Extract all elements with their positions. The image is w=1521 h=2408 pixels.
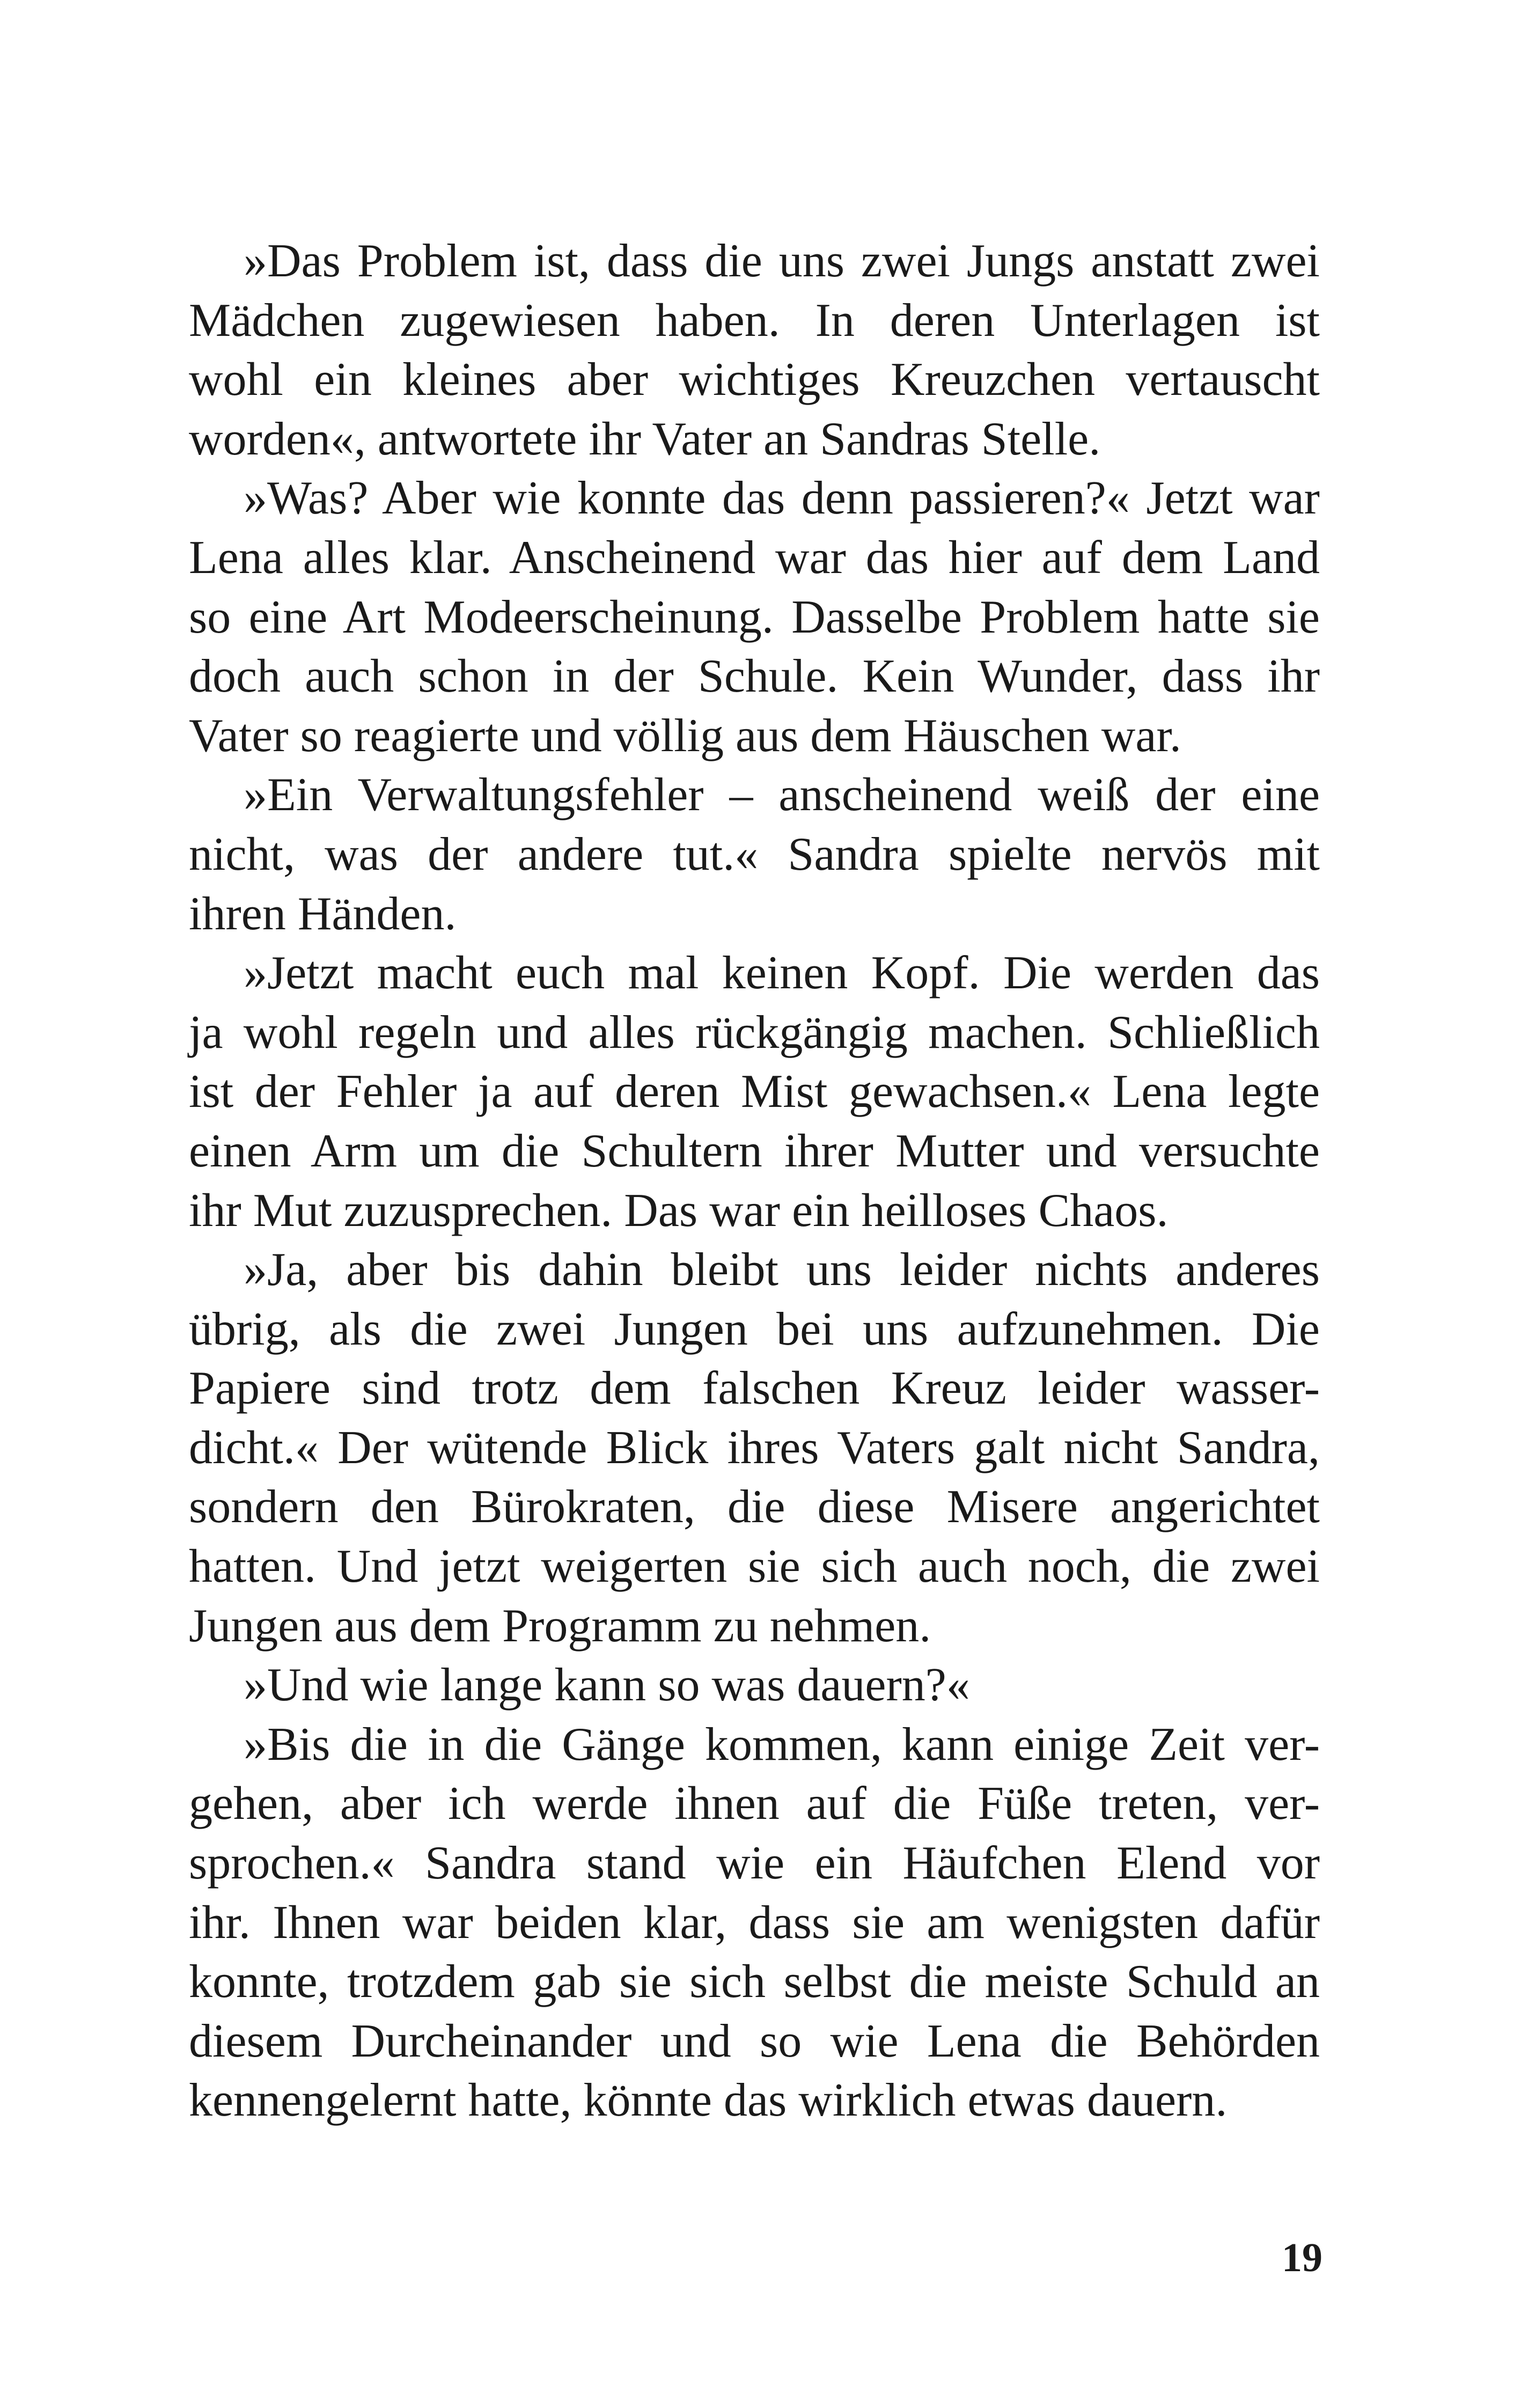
text-line: Jungen aus dem Programm zu nehmen. bbox=[189, 1599, 931, 1652]
text-line: einen Arm um die Schultern ihrer Mutter und versuchte bbox=[189, 1125, 1320, 1177]
text-line: »Das Problem ist, dass die uns zwei Jungs anstatt zwei bbox=[244, 235, 1320, 287]
text-line: so eine Art Modeerscheinung. Dasselbe Problem hatte sie bbox=[189, 591, 1320, 643]
body-text bbox=[189, 232, 1320, 2131]
text-line: Lena alles klar. Anscheinend war das hier auf dem Land bbox=[189, 531, 1320, 584]
text-line: Papiere sind trotz dem falschen Kreuz leider wasser- bbox=[189, 1362, 1320, 1415]
text-line: sprochen.« Sandra stand wie ein Häufchen Elend vor bbox=[189, 1837, 1320, 1890]
text-line: »Und wie lange kann so was dauern?« bbox=[244, 1659, 970, 1712]
text-line: hatten. Und jetzt weigerten sie sich auch noch, die zwei bbox=[189, 1540, 1320, 1593]
text-line: »Was? Aber wie konnte das denn passieren?« Jetzt war bbox=[244, 472, 1320, 525]
text-line: worden«, antwortete ihr Vater an Sandras Stelle. bbox=[189, 413, 1101, 465]
text-line: nicht, was der andere tut.« Sandra spielte nervös mit bbox=[189, 828, 1320, 880]
text-line: ihr Mut zuzusprechen. Das war ein heilloses Chaos. bbox=[189, 1184, 1169, 1237]
text-line: konnte, trotzdem gab sie sich selbst die meiste Schuld an bbox=[189, 1956, 1320, 2008]
text-line: »Bis die in die Gänge kommen, kann einige Zeit ver- bbox=[244, 1718, 1320, 1771]
text-line: »Ja, aber bis dahin bleibt uns leider nichts anderes bbox=[244, 1244, 1320, 1296]
text-line: sondern den Bürokraten, die diese Misere angerichtet bbox=[189, 1481, 1320, 1533]
text-line: ist der Fehler ja auf deren Mist gewachsen.« Lena legte bbox=[189, 1066, 1320, 1118]
text-line: Mädchen zugewiesen haben. In deren Unterlagen ist bbox=[189, 294, 1320, 347]
text-line: wohl ein kleines aber wichtiges Kreuzchen vertauscht bbox=[189, 354, 1320, 406]
text-line: »Ein Verwaltungsfehler – anscheinend weiß der eine bbox=[244, 769, 1320, 821]
text-line: diesem Durcheinander und so wie Lena die Behörden bbox=[189, 2015, 1320, 2067]
text-line: ja wohl regeln und alles rückgängig machen. Schließlich bbox=[189, 1006, 1320, 1059]
text-line: übrig, als die zwei Jungen bei uns aufzunehmen. Die bbox=[189, 1303, 1320, 1355]
text-line: Vater so reagierte und völlig aus dem Häuschen war. bbox=[189, 709, 1181, 762]
text-line: ihr. Ihnen war beiden klar, dass sie am wenigsten dafür bbox=[189, 1896, 1320, 1949]
text-line: doch auch schon in der Schule. Kein Wunder, dass ihr bbox=[189, 650, 1320, 703]
text-line: gehen, aber ich werde ihnen auf die Füße treten, ver- bbox=[189, 1778, 1320, 1830]
text-line: ihren Händen. bbox=[189, 887, 457, 940]
text-line: dicht.« Der wütende Blick ihres Vaters galt nicht Sandra, bbox=[189, 1421, 1320, 1474]
text-line: kennengelernt hatte, könnte das wirklich etwas dauern. bbox=[189, 2074, 1228, 2127]
page-number: 19 bbox=[1282, 2235, 1322, 2280]
text-line: »Jetzt macht euch mal keinen Kopf. Die werden das bbox=[244, 947, 1320, 1000]
